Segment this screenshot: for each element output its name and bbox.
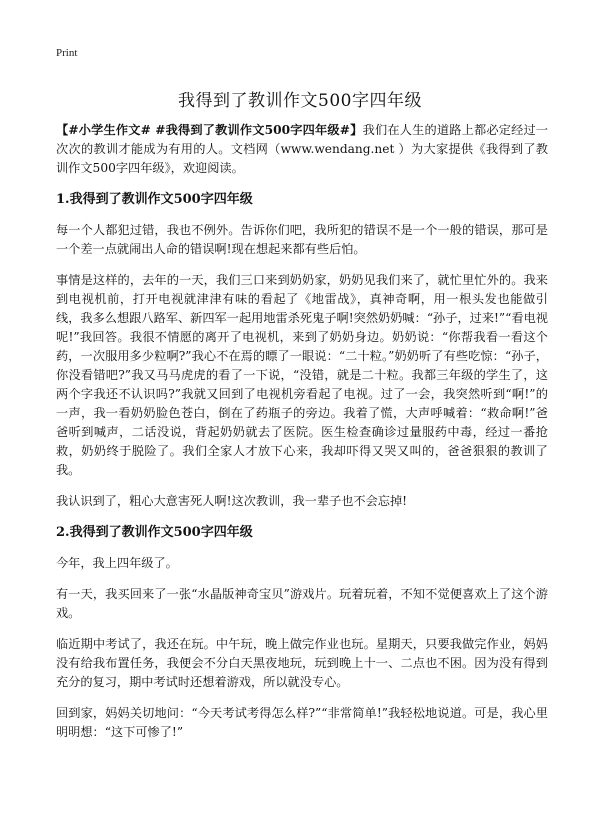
paragraph: 我认识到了，粗心大意害死人啊!这次教训，我一辈子也不会忘掉! [56, 494, 408, 508]
section-heading-2: 2.我得到了教训作文500字四年级 [56, 525, 253, 540]
intro-text: 我们在人生的道路上都必定经过一次次的教训才能成为有用的人。文档网（www.wendang.net ）为大家提供《我得到了教训作文500字四年级》，欢迎阅读。 [56, 123, 549, 175]
page-title: 我得到了教训作文500字四年级 [178, 91, 422, 111]
article-body [56, 121, 548, 754]
intro-tags: 【#小学生作文# #我得到了教训作文500字四年级#】 [56, 123, 363, 137]
print-label: Print [56, 47, 78, 59]
paragraph: 回到家，妈妈关切地问：“今天考试考得怎么样?”“非常简单!”我轻松地说道。可是，我心里明明想：“这下可惨了!” [56, 706, 548, 739]
paragraph: 今年，我上四年级了。 [56, 556, 178, 570]
section-heading-1: 1.我得到了教训作文500字四年级 [56, 192, 253, 207]
paragraph: 事情是这样的，去年的一天，我们三口来到奶奶家，奶奶见我们来了，就忙里忙外的。我来到电视机前，打开电视就津津有味的看起了《地雷战》，真神奇啊，用一根头发也能做引线，我多么想跟八路军、新四军一起用地雷杀死鬼子啊!突然奶奶喊：“孙子，过来!”“看电视呢!”我回答。我很不情愿的离开了电视机，来到了奶奶身边。奶奶说：“你帮我看一看这个药，一次服用多少粒啊?”我心不在焉的瞟了一眼说：“二十粒。”奶奶听了有些吃惊：“孙子，你没看错吧?”我又马马虎虎的看了一下说，“没错，就是二十粒。我都三年级的学生了，这两个字我还不认识吗?”我就又回到了电视机旁看起了电视。过了一会，我突然听到“啊!”的一声，我一看奶奶脸色苍白，倒在了药瓶子的旁边。我着了慌，大声呼喊着：“救命啊!”爸爸听到喊声，二话没说，背起奶奶就去了医院。医生检查确诊过量服药中毒，经过一番抢救，奶奶终于脱险了。我们全家人才放下心来，我却吓得又哭又叫的，爸爸狠狠的教训了我。 [56, 273, 548, 477]
paragraph: 临近期中考试了，我还在玩。中午玩，晚上做完作业也玩。星期天，只要我做完作业，妈妈没有给我布置任务，我便会不分白天黑夜地玩，玩到晚上十一、二点也不困。因为没有得到充分的复习，期中考试时还想着游戏，所以就没专心。 [56, 637, 548, 689]
intro-paragraph [56, 121, 548, 178]
paragraph: 每一个人都犯过错，我也不例外。告诉你们吧，我所犯的错误不是一个一般的错误，那可是一个差一点就闹出人命的错误啊!现在想起来都有些后怕。 [56, 223, 548, 256]
paragraph: 有一天，我买回来了一张“水晶版神奇宝贝”游戏片。玩着玩着，不知不觉便喜欢上了这个游戏。 [56, 587, 548, 620]
